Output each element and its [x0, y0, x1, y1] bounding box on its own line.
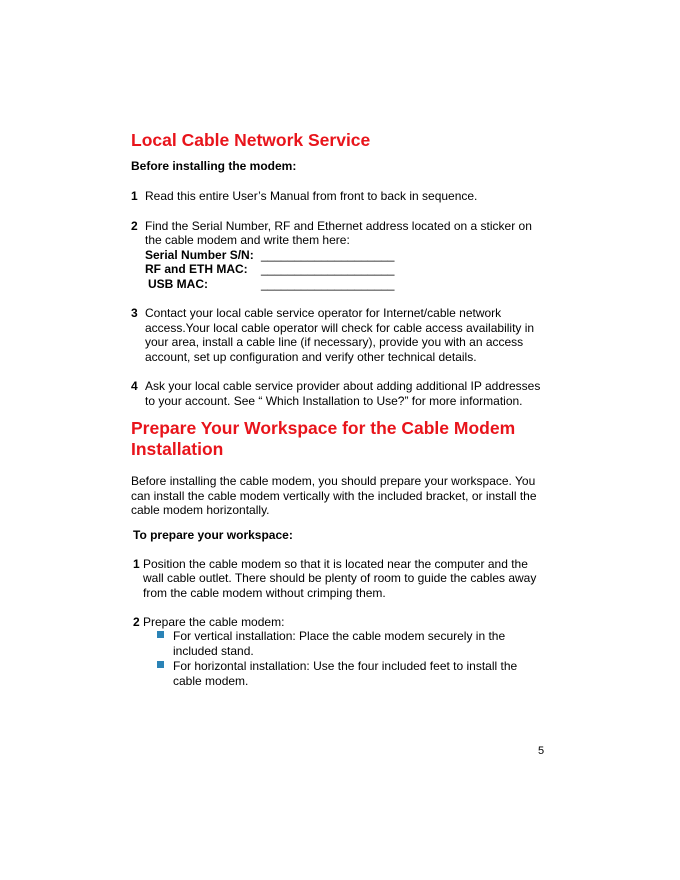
step-text: to your account. See “ Which Installation to Use?” for more information.: [145, 394, 523, 408]
square-bullet-icon: [157, 631, 164, 638]
step-text: Prepare the cable modem:: [143, 615, 285, 629]
page-number: 5: [538, 745, 545, 757]
field-label-rf-eth: RF and ETH MAC:: [145, 262, 248, 276]
step-text: your area, install a cable line (if necessary), provide you with an access: [145, 335, 524, 349]
field-blank-serial: ____________________: [261, 248, 395, 262]
section-title-prepare-workspace-cont: Installation: [131, 439, 224, 459]
step-text: Ask your local cable service provider about adding additional IP addresses: [145, 379, 541, 393]
intro-text: cable modem horizontally.: [131, 503, 270, 517]
step-number: 1: [133, 557, 140, 571]
field-blank-usb: ____________________: [261, 277, 395, 291]
section-title-prepare-workspace: Prepare Your Workspace for the Cable Modem: [131, 418, 516, 438]
step-number: 1: [131, 189, 138, 203]
step-text: from the cable modem without crimping them.: [143, 586, 386, 600]
step-text: Contact your local cable service operator for Internet/cable network: [145, 306, 502, 320]
step-number: 2: [131, 219, 138, 233]
step-number: 2: [133, 615, 140, 629]
step-text: the cable modem and write them here:: [145, 233, 350, 247]
bullet-text: For vertical installation: Place the cable modem securely in the: [173, 629, 506, 643]
step-number: 3: [131, 306, 138, 320]
section-subhead-before-installing: Before installing the modem:: [131, 159, 297, 173]
step-text: Position the cable modem so that it is located near the computer and the: [143, 557, 528, 571]
intro-text: can install the cable modem vertically with the included bracket, or install the: [131, 489, 537, 503]
field-label-serial: Serial Number S/N:: [145, 248, 254, 262]
intro-text: Before installing the cable modem, you should prepare your workspace. You: [131, 474, 536, 488]
step-text: account, set up configuration and verify other technical details.: [145, 350, 477, 364]
bullet-text: included stand.: [173, 644, 254, 658]
step-text: Read this entire User’s Manual from front to back in sequence.: [145, 189, 478, 203]
bullet-text: cable modem.: [173, 674, 249, 688]
field-label-usb: USB MAC:: [148, 277, 208, 291]
square-bullet-icon: [157, 661, 164, 668]
bullet-text: For horizontal installation: Use the four included feet to install the: [173, 659, 518, 673]
step-number: 4: [131, 379, 138, 393]
step-text: access.Your local cable operator will check for cable access availability in: [145, 321, 535, 335]
field-blank-rf-eth: ____________________: [261, 262, 395, 276]
step-text: Find the Serial Number, RF and Ethernet address located on a sticker on: [145, 219, 532, 233]
section-title-local-cable: Local Cable Network Service: [131, 130, 371, 150]
step-text: wall cable outlet. There should be plenty of room to guide the cables away: [143, 571, 537, 585]
section-subhead-to-prepare: To prepare your workspace:: [133, 528, 293, 542]
